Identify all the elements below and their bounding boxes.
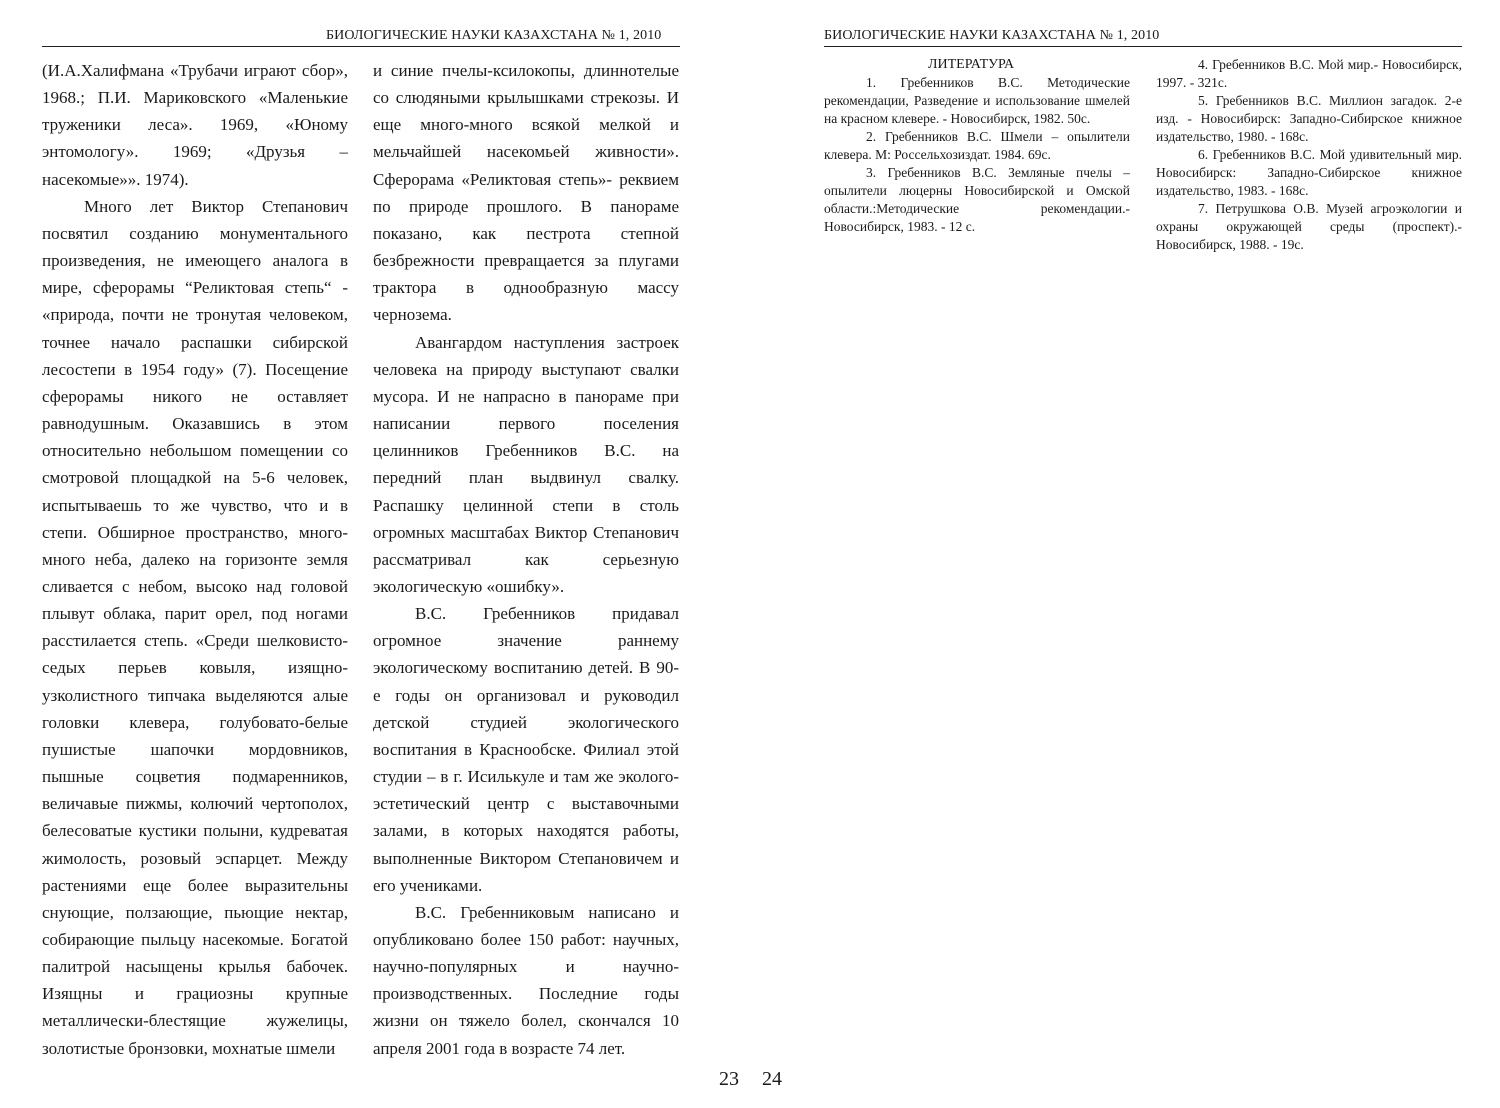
references-title: ЛИТЕРАТУРА xyxy=(928,57,1015,72)
right-page xyxy=(780,0,1500,1108)
reference-item: 5. Гребенников В.С. Миллион загадок. 2-е изд. - Новосибирск: Западно-Сибирское книжное издательство, 1980. - 168с. xyxy=(1156,93,1462,145)
running-header: БИОЛОГИЧЕСКИЕ НАУКИ КАЗАХСТАНА № 1, 2010 xyxy=(824,28,1160,43)
text-column-1 xyxy=(42,57,348,1062)
reference-item: 2. Гребенников В.С. Шмели – опылители клевера. М: Россельхозиздат. 1984. 69с. xyxy=(824,129,1130,163)
references-column-2 xyxy=(1156,56,1462,255)
page-number: 24 xyxy=(762,1068,782,1090)
paragraph: Авангардом наступления застроек человека на природу выступают свалки мусора. И не напрасно в панораме при написании первого поселения целинников Гребенников В.С. на передний план выдвинул свалку. Распашку целинной степи в столь огромных масштабах Виктор Степанович рассматривал как серьезную экологическую «ошибку». xyxy=(373,332,679,596)
running-header: БИОЛОГИЧЕСКИЕ НАУКИ КАЗАХСТАНА № 1, 2010 xyxy=(326,28,662,43)
paragraph: Много лет Виктор Степанович посвятил созданию монументального произведения, не имеющего аналога в мире, сферорамы “Реликтовая степь“ - «природа, почти не тронутая человеком, точнее начало распашки сибирской лесостепи в 1954 году» (7). Посещение сферорамы никого не оставляет равнодушным. Оказавшись в этом относительно небольшом помещении со смотровой площадкой на 5-6 человек, испытываешь то же чувство, что и в степи. Обширное пространство, много-много неба, далеко на горизонте земля сливается с небом, высоко над головой плывут облака, парит орел, под ногами расстилается степь. «Среди шелковисто-седых перьев ковыля, изящно-узколистного типчака выделяются алые головки клевера, голубовато-белые пушистые шапочки мордовников, пышные соцветия подмаренников, величавые пижмы, колючий чертополох, белесоватые кустики полыни, кудреватая жимолость, розовый эспарцет. Между растениями еще более выразительны снующие, ползающие, пьющие нектар, собирающие пыльцу насекомые. Богатой палитрой насыщены крылья бабочек. Изящны и грациозны крупные металлически-блестящие жужелицы, золотистые бронзовки, мохнатые шмели xyxy=(42,196,348,1058)
header-rule xyxy=(42,46,680,47)
paragraph: В.С. Гребенниковым написано и опубликовано более 150 работ: научных, научно-популярных и научно-производственных. Последние годы жизни он тяжело болел, скончался 10 апреля 2001 года в возрасте 74 лет. xyxy=(373,902,679,1058)
paragraph: (И.А.Халифмана «Трубачи играют сбор», 1968.; П.И. Мариковского «Маленькие труженики леса». 1969, «Юному энтомологу». 1969; «Друзья – насекомые»». 1974). xyxy=(42,61,348,189)
left-page xyxy=(0,0,739,1108)
reference-item: 1. Гребенников В.С. Методические рекомендации, Разведение и использование шмелей на красном клевере. - Новосибирск, 1982. 50с. xyxy=(824,75,1130,127)
header-rule xyxy=(824,46,1462,47)
text-column-2 xyxy=(373,57,679,1062)
reference-item: 3. Гребенников В.С. Земляные пчелы – опылители люцерны Новосибирской и Омской области.:Методические рекомендации.- Новосибирск, 1983. - 12 с. xyxy=(824,165,1130,235)
paragraph: В.С. Гребенников придавал огромное значение раннему экологическому воспитанию детей. В 90-е годы он организовал и руководил детской студией экологического воспитания в Краснообске. Филиал этой студии – в г. Исилькуле и там же эколого-эстетический центр с выставочными залами, в которых находятся работы, выполненные Виктором Степановичем и его учениками. xyxy=(373,604,679,895)
reference-item: 7. Петрушкова О.В. Музей агроэкологии и охраны окружающей среды (проспект).- Новосибирск, 1988. - 19с. xyxy=(1156,201,1462,253)
paragraph: и синие пчелы-ксилокопы, длиннотелые со слюдяными крылышками стрекозы. И еще много-много всякой мелкой и мельчайшей насекомьей живности». Сферорама «Реликтовая степь»- реквием по природе прошлого. В панораме показано, как пестрота степной безбрежности превращается за плугами трактора в однообразную массу чернозема. xyxy=(373,61,679,325)
references-column-1 xyxy=(824,56,1130,236)
reference-item: 4. Гребенников В.С. Мой мир.- Новосибирск, 1997. - 321с. xyxy=(1156,57,1462,91)
page-number: 23 xyxy=(719,1068,739,1090)
reference-item: 6. Гребенников В.С. Мой удивительный мир. Новосибирск: Западно-Сибирское книжное издательство, 1983. - 168с. xyxy=(1156,147,1462,199)
